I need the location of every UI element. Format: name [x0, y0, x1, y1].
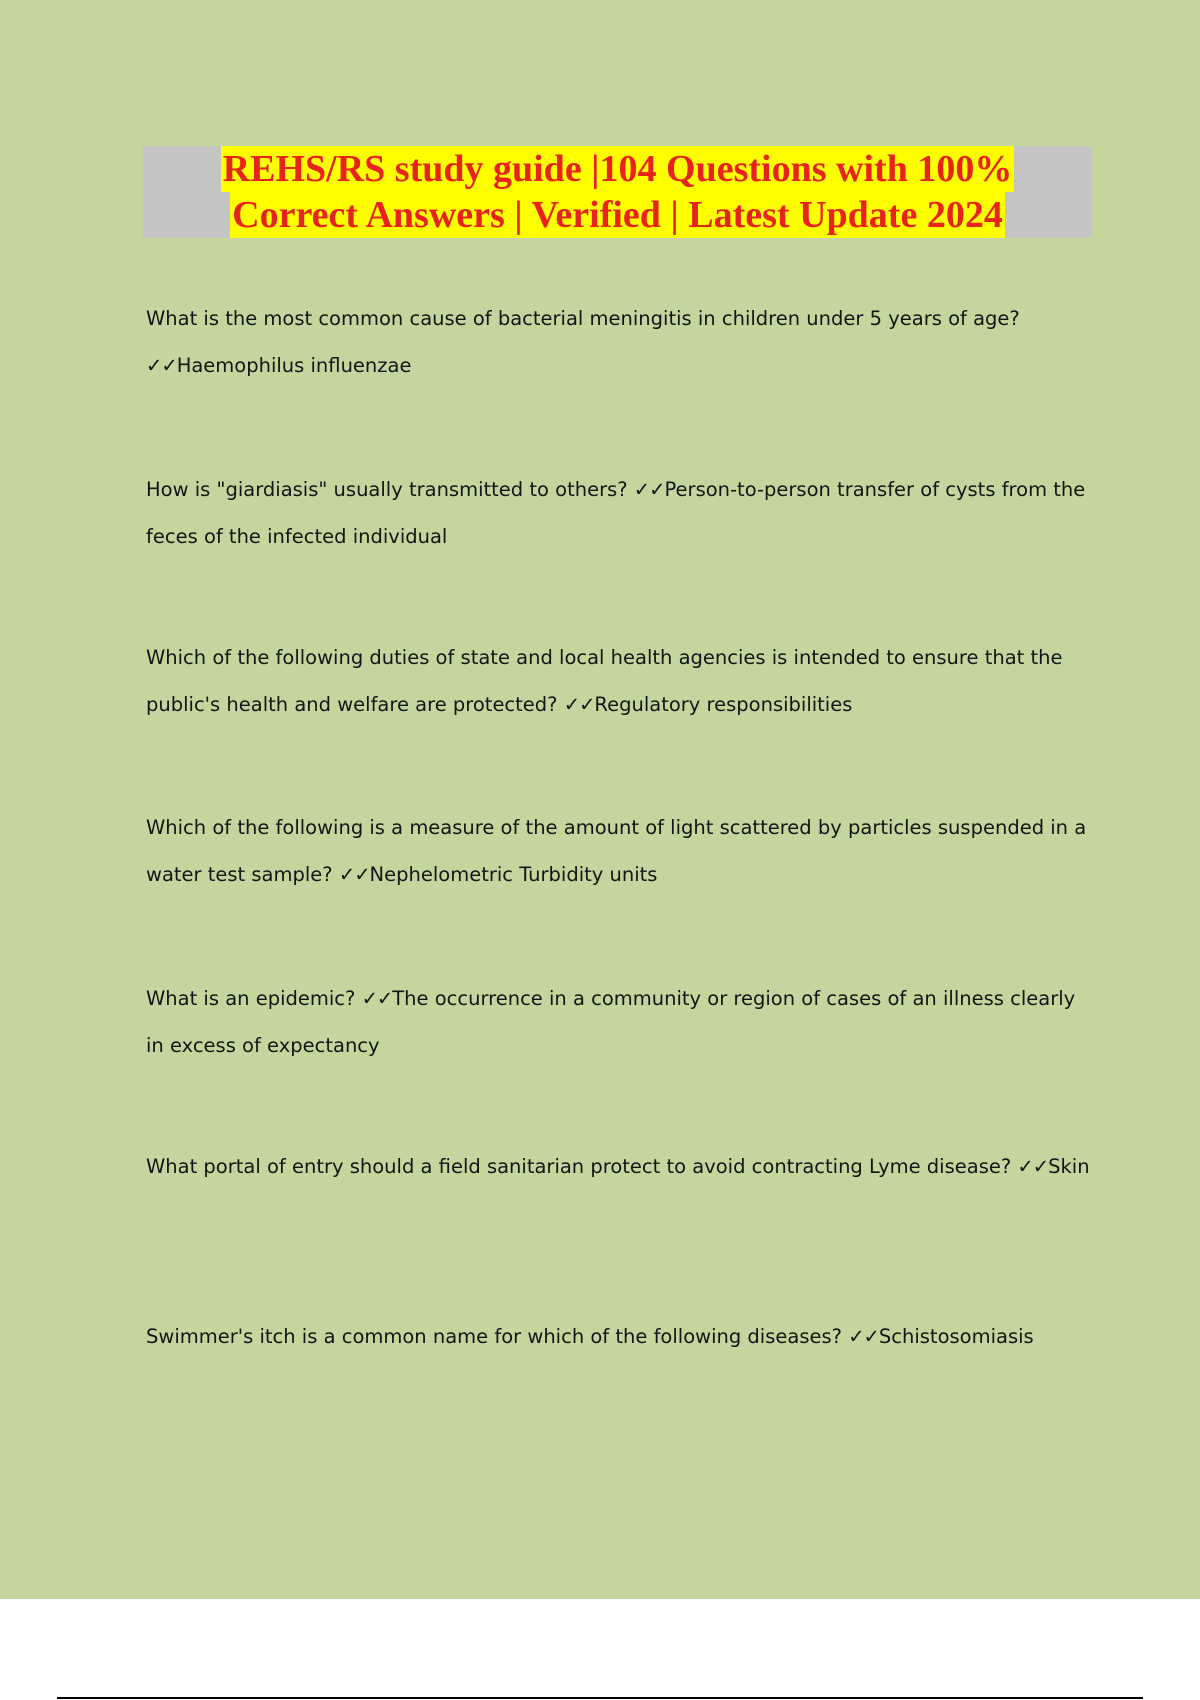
- question-text: What is an epidemic?: [146, 987, 362, 1010]
- qa-item: [146, 466, 1096, 560]
- check-mark-icon: ✓✓: [563, 693, 595, 716]
- qa-item: [146, 975, 1096, 1069]
- qa-item: [146, 1313, 1096, 1360]
- question-text: What portal of entry should a field sanitarian protect to avoid contracting Lyme disease?: [146, 1155, 1018, 1178]
- answer-text: The occurrence in a community or region of cases of an illness clearly in excess of expectancy: [146, 987, 1076, 1057]
- qa-item: [146, 1143, 1096, 1190]
- check-mark-icon: ✓✓: [848, 1325, 879, 1348]
- check-mark-icon: ✓✓: [1017, 1155, 1049, 1178]
- question-text: Which of the following duties of state and local health agencies is intended to ensure that the public's health and welfare are protected?: [146, 646, 1063, 716]
- question-text: What is the most common cause of bacterial meningitis in children under 5 years of age?: [146, 307, 1020, 330]
- check-mark-icon: ✓✓: [633, 478, 665, 501]
- answer-text: Schistosomiasis: [878, 1325, 1034, 1348]
- check-mark-icon: ✓✓: [338, 863, 370, 886]
- question-text: Which of the following is a measure of the amount of light scattered by particles suspended in a water test sample?: [146, 816, 1087, 886]
- check-mark-icon: ✓✓: [146, 354, 177, 377]
- answer-text: Skin: [1048, 1155, 1090, 1178]
- qa-item: [146, 804, 1096, 898]
- title-line-1: REHS/RS study guide |104 Questions with 100%: [222, 148, 1013, 190]
- title-line-2: Correct Answers | Verified | Latest Update 2024: [232, 194, 1003, 236]
- question-text: How is "giardiasis" usually transmitted to others?: [146, 478, 634, 501]
- answer-text: Nephelometric Turbidity units: [369, 863, 658, 886]
- qa-item: [146, 634, 1096, 728]
- title-banner: [143, 146, 1092, 238]
- qa-item: [146, 295, 1096, 389]
- answer-text: Person-to-person transfer of cysts from the feces of the infected individual: [146, 478, 1086, 548]
- answer-text: Haemophilus influenzae: [176, 354, 412, 377]
- check-mark-icon: ✓✓: [361, 987, 393, 1010]
- footer-divider: [57, 1697, 1143, 1699]
- answer-text: Regulatory responsibilities: [594, 693, 853, 716]
- question-text: Swimmer's itch is a common name for which of the following diseases?: [146, 1325, 849, 1348]
